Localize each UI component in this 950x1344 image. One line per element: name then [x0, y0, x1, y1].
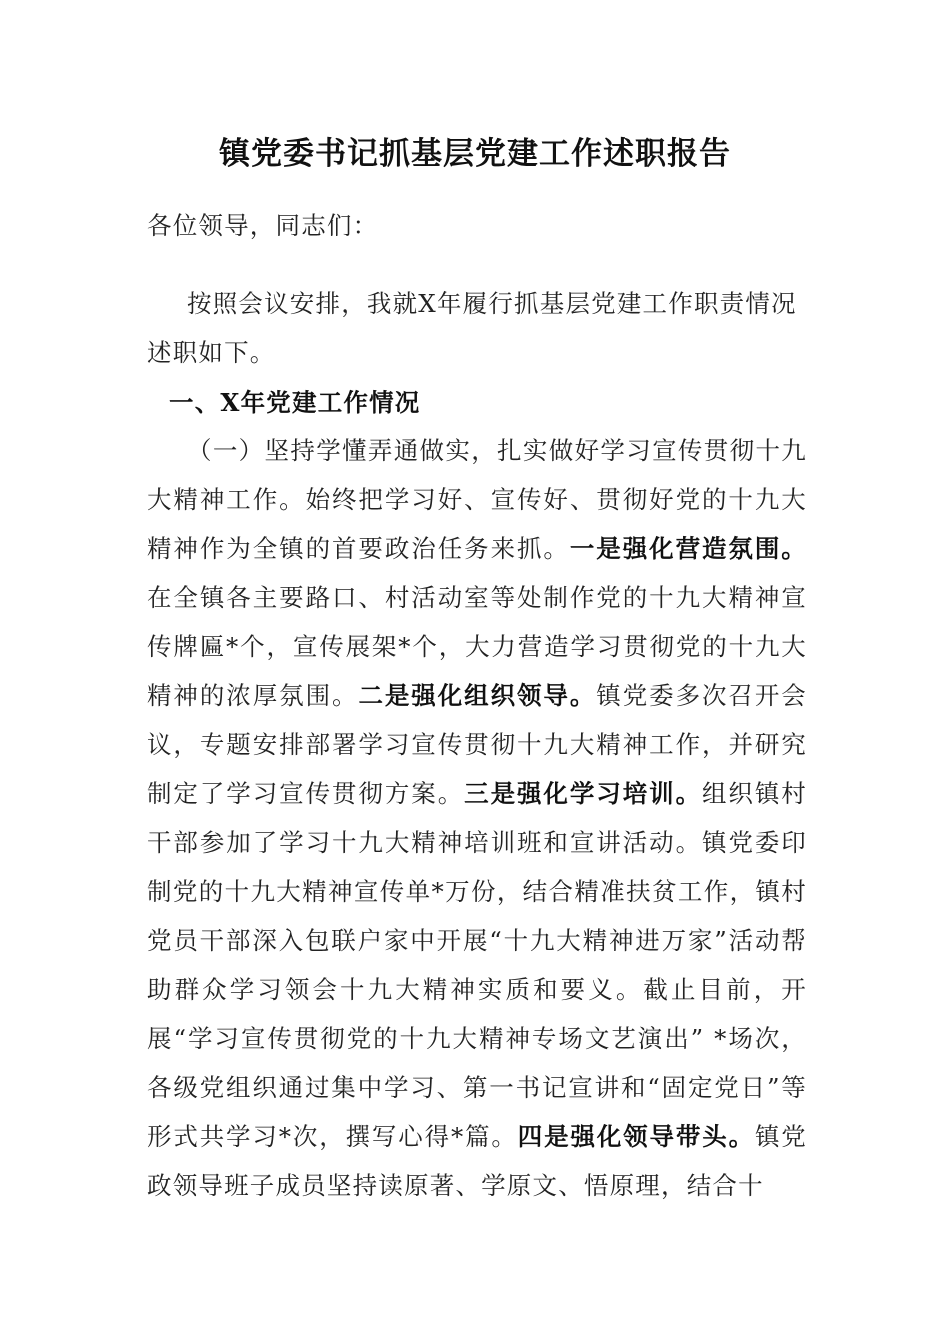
point-text-2: 镇党委多次召开会议，专题安排部署学习宣传贯彻十九大精神工作，并研究制定了学习宣传贯彻方案。: [147, 681, 807, 808]
point-text-1: 在全镇各主要路口、村活动室等处制作党的十九大精神宣传牌匾*个，宣传展架*个，大力营造学习贯彻党的十九大精神的浓厚氛围。: [147, 583, 807, 710]
section-heading: 一、X年党建工作情况: [169, 388, 421, 417]
point-text-3: 组织镇村干部参加了学习十九大精神培训班和宣讲活动。镇党委印制党的十九大精神宣传单*万份，结合精准扶贫工作，镇村党员干部深入包联户家中开展“十九大精神进万家”活动帮助群众学习领会十九大精神实质和要义。截止目前，开展“学习宣传贯彻党的十九大精神专场文艺演出” *场次，各级党组织通过集中学习、第一书记宣讲和“固定党日”等形式共学习*次，撰写心得*篇。: [147, 779, 807, 1151]
point-label-3: 三是强化学习培训。: [464, 779, 702, 808]
salutation: 各位领导，同志们：: [147, 211, 379, 240]
body-paragraph: [147, 426, 807, 1210]
point-label-4: 四是强化领导带头。: [517, 1122, 755, 1151]
subsection-lead: （一）坚持学懂弄通做实，扎实做好学习宣传贯彻十九大精神工作。: [147, 436, 807, 514]
document-title: 镇党委书记抓基层党建工作述职报告: [219, 136, 731, 172]
point-label-2: 二是强化组织领导。: [358, 681, 597, 710]
intro-paragraph: 按照会议安排，我就X年履行抓基层党建工作职责情况述职如下。: [147, 289, 797, 367]
point-label-1: 一是强化营造氛围。: [569, 534, 807, 563]
point-text-4: 镇党政领导班子成员坚持读原著、学原文、悟原理，结合十: [147, 1122, 808, 1200]
paragraph-text: 始终把学习好、宣传好、贯彻好党的十九大精神作为全镇的首要政治任务来抓。: [147, 485, 807, 563]
